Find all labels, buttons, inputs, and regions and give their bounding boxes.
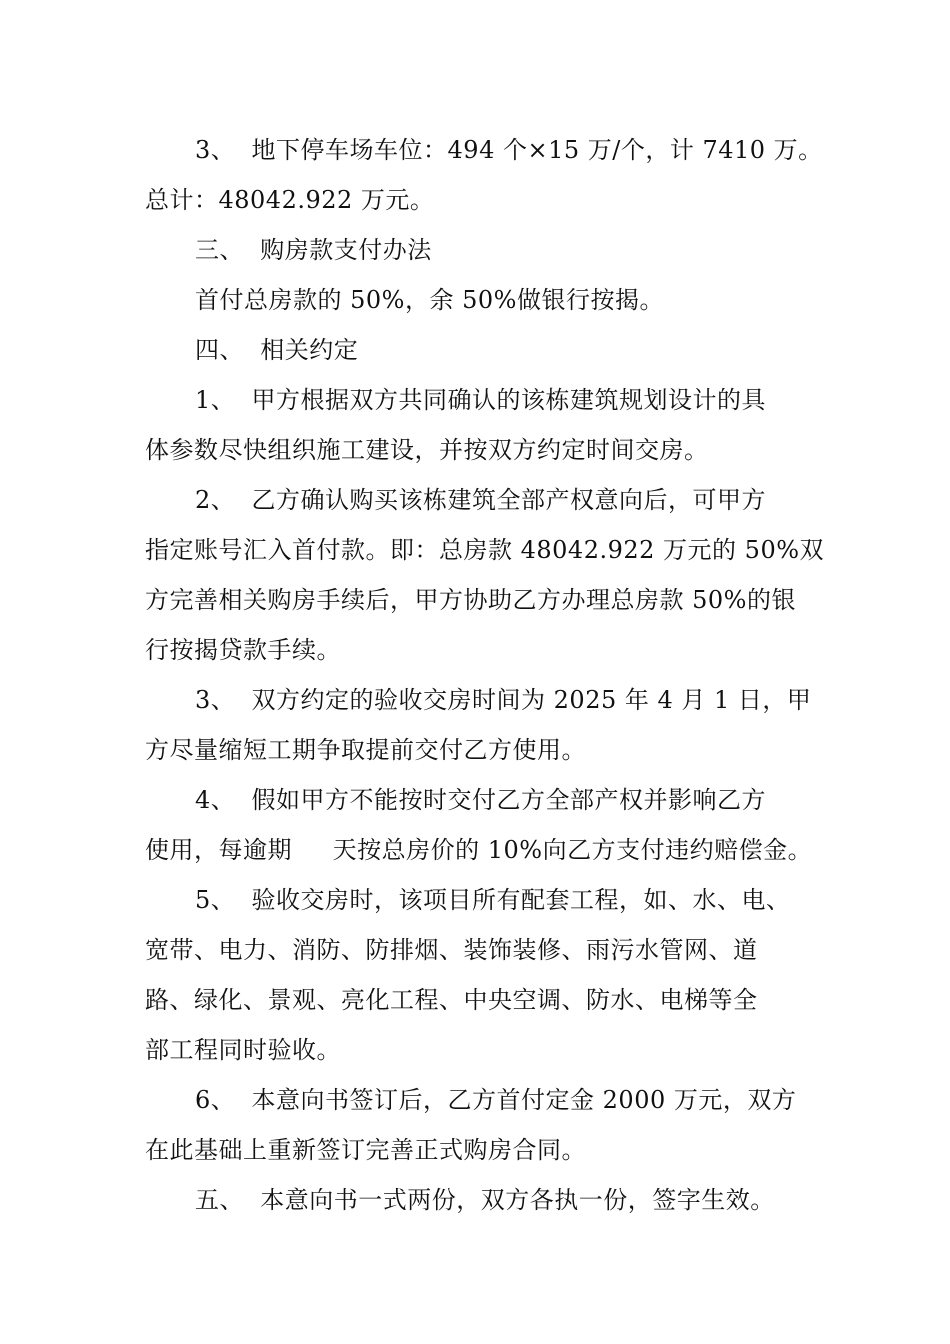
clause-2-line-3: 方完善相关购房手续后，甲方协助乙方办理总房款 50%的银: [145, 586, 796, 614]
section-3-heading: 三、 购房款支付办法: [195, 236, 432, 264]
clause-2-line-2: 指定账号汇入首付款。即：总房款 48042.922 万元的 50%双: [145, 536, 825, 564]
clause-5-line-3: 路、绿化、景观、亮化工程、中央空调、防水、电梯等全: [145, 986, 758, 1014]
clause-4-line-1: 4、 假如甲方不能按时交付乙方全部产权并影响乙方: [195, 786, 767, 814]
clause-5-line-2: 宽带、电力、消防、防排烟、装饰装修、雨污水管网、道: [145, 936, 758, 964]
section-5-statement: 五、 本意向书一式两份，双方各执一份，签字生效。: [195, 1186, 775, 1214]
clause-2-line-1: 2、 乙方确认购买该栋建筑全部产权意向后，可甲方: [195, 486, 767, 514]
clause-1-line-1: 1、 甲方根据双方共同确认的该栋建筑规划设计的具: [195, 386, 767, 414]
clause-3-parking: 3、 地下停车场车位：494 个×15 万/个，计 7410 万。: [195, 136, 823, 164]
clause-6-line-1: 6、 本意向书签订后，乙方首付定金 2000 万元，双方: [195, 1086, 797, 1114]
total-amount: 总计：48042.922 万元。: [145, 186, 435, 214]
clause-3-line-2: 方尽量缩短工期争取提前交付乙方使用。: [145, 736, 586, 764]
clause-5-line-1: 5、 验收交房时，该项目所有配套工程，如、水、电、: [195, 886, 791, 914]
clause-5-line-4: 部工程同时验收。: [145, 1036, 341, 1064]
clause-1-line-2: 体参数尽快组织施工建设，并按双方约定时间交房。: [145, 436, 709, 464]
clause-6-line-2: 在此基础上重新签订完善正式购房合同。: [145, 1136, 586, 1164]
clause-3-line-1: 3、 双方约定的验收交房时间为 2025 年 4 月 1 日，甲: [195, 686, 812, 714]
clause-4-line-2: 使用，每逾期 天按总房价的 10%向乙方支付违约赔偿金。: [145, 836, 813, 864]
payment-terms: 首付总房款的 50%，余 50%做银行按揭。: [195, 286, 664, 314]
clause-2-line-4: 行按揭贷款手续。: [145, 636, 341, 664]
section-4-heading: 四、 相关约定: [195, 336, 359, 364]
